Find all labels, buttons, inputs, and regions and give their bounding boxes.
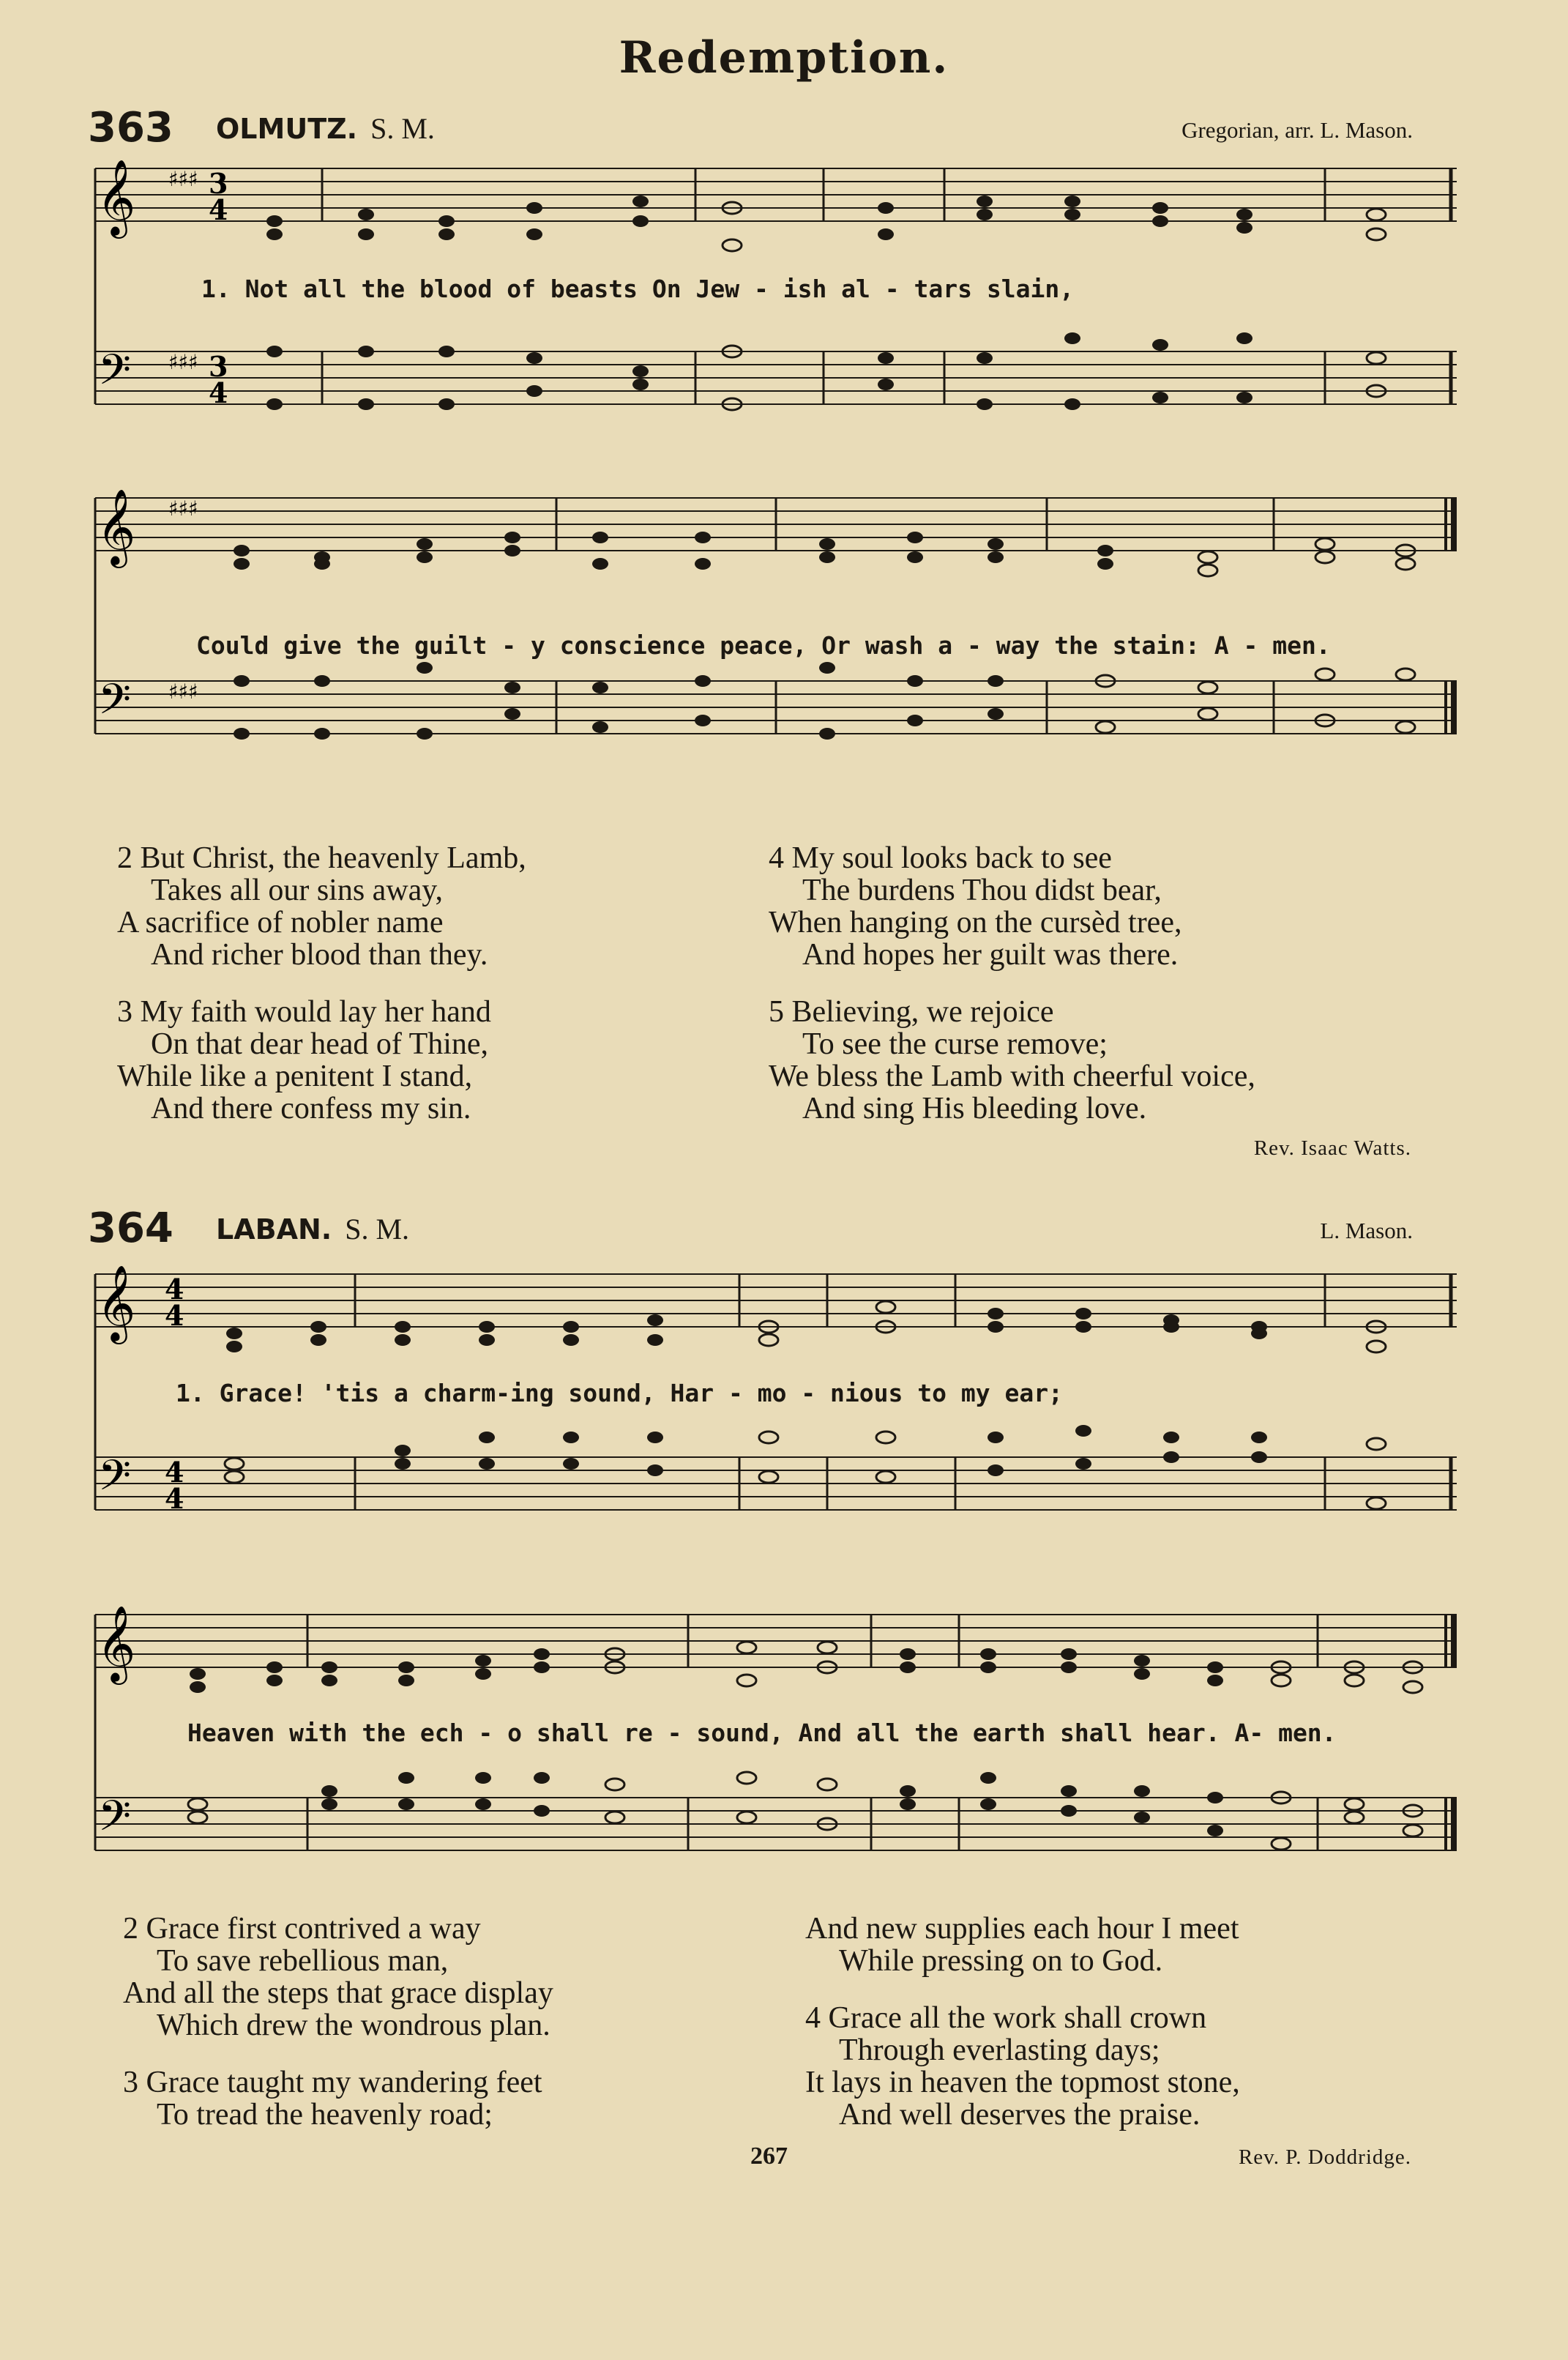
stanza: And new supplies each hour I meet While pressing on to God. [805, 1912, 1239, 1978]
svg-text:3: 3 [209, 167, 228, 200]
treble-staff [95, 1605, 1457, 1685]
stanza: 3 My faith would lay her hand On that dear head of Thine, While like a penitent I stand, And there confess my sin. [117, 995, 491, 1125]
hymn-363-author: Rev. Isaac Watts. [1253, 1136, 1411, 1160]
meter: S. M. [345, 1213, 410, 1246]
hymn-364-lyric-line-1: 1. Grace! 'tis a charm-ing sound, Har - mo - nious to my ear; [176, 1379, 1063, 1407]
bass-clef-icon: 𝄢 [98, 1791, 132, 1851]
bass-clef-icon: 𝄢 [98, 674, 132, 734]
stanza: 4 Grace all the work shall crown Through everlasting days; It lays in heaven the topmost stone, And well deserves the praise. [805, 2001, 1240, 2132]
bass-clef-icon: 𝄢 [98, 345, 132, 405]
hymn-number: 363 [88, 104, 173, 152]
svg-text:♯♯♯: ♯♯♯ [168, 680, 198, 704]
svg-text:4: 4 [209, 376, 228, 409]
treble-staff [95, 159, 1457, 239]
hymn-363-system-2 [88, 469, 1464, 791]
bass-staff [95, 345, 1457, 409]
hymn-number: 364 [88, 1205, 173, 1252]
composer: L. Mason. [1320, 1218, 1413, 1243]
svg-text:4: 4 [165, 1273, 184, 1306]
meter: S. M. [370, 112, 435, 145]
composer: Gregorian, arr. L. Mason. [1181, 117, 1413, 143]
svg-text:4: 4 [165, 1456, 184, 1489]
stanza: 4 My soul looks back to see The burdens Thou didst bear, When hanging on the cursèd tree, And hopes her guilt was there. [769, 841, 1182, 972]
svg-text:4: 4 [165, 1299, 184, 1332]
hymn-364-author: Rev. P. Doddridge. [1238, 2145, 1411, 2169]
stanza: 3 Grace taught my wandering feet To tread the heavenly road; [123, 2066, 542, 2132]
svg-text:4: 4 [165, 1482, 184, 1515]
stanza: 5 Believing, we rejoice To see the curse remove; We bless the Lamb with cheerful voice, And sing His bleeding love. [769, 995, 1255, 1125]
hymn-363-verses-left [117, 842, 526, 1150]
tune-name [216, 1212, 409, 1246]
svg-text:3: 3 [209, 350, 228, 383]
svg-text:♯♯♯: ♯♯♯ [168, 496, 198, 521]
treble-clef-icon: 𝄞 [97, 159, 136, 236]
music-staff-system [88, 469, 1464, 791]
hymn-364-verses-right [805, 1913, 1240, 2156]
hymn-364-lyric-line-2: Heaven with the ech - o shall re - sound, And all the earth shall hear. A- men. [187, 1719, 1337, 1747]
hymn-363-lyric-line-1: 1. Not all the blood of beasts On Jew - ish al - tars slain, [201, 275, 1075, 303]
svg-text:4: 4 [209, 193, 228, 226]
tune-title: LABAN. [216, 1213, 332, 1246]
hymn-364-verses-left [123, 1913, 553, 2156]
treble-clef-icon: 𝄞 [97, 488, 136, 565]
hymn-363-verses-right [769, 842, 1255, 1150]
stanza: 2 Grace first contrived a way To save rebellious man, And all the steps that grace display Which drew the wondrous plan. [123, 1912, 553, 2042]
treble-clef-icon: 𝄞 [97, 1265, 136, 1341]
treble-clef-icon: 𝄞 [97, 1605, 136, 1682]
hymn-363-lyric-line-2: Could give the guilt - y conscience peace, Or wash a - way the stain: A - men. [196, 631, 1331, 660]
svg-text:♯♯♯: ♯♯♯ [168, 167, 198, 191]
bar-lines [556, 498, 1454, 734]
page-title: Redemption. [619, 32, 949, 83]
page-number: 267 [750, 2143, 788, 2170]
stanza: 2 But Christ, the heavenly Lamb, Takes all our sins away, A sacrifice of nobler name And richer blood than they. [117, 841, 526, 972]
bass-staff [95, 1791, 1457, 1851]
bass-clef-icon: 𝄢 [98, 1451, 132, 1511]
svg-text:♯♯♯: ♯♯♯ [168, 350, 198, 374]
tune-title: OLMUTZ. [216, 113, 358, 145]
